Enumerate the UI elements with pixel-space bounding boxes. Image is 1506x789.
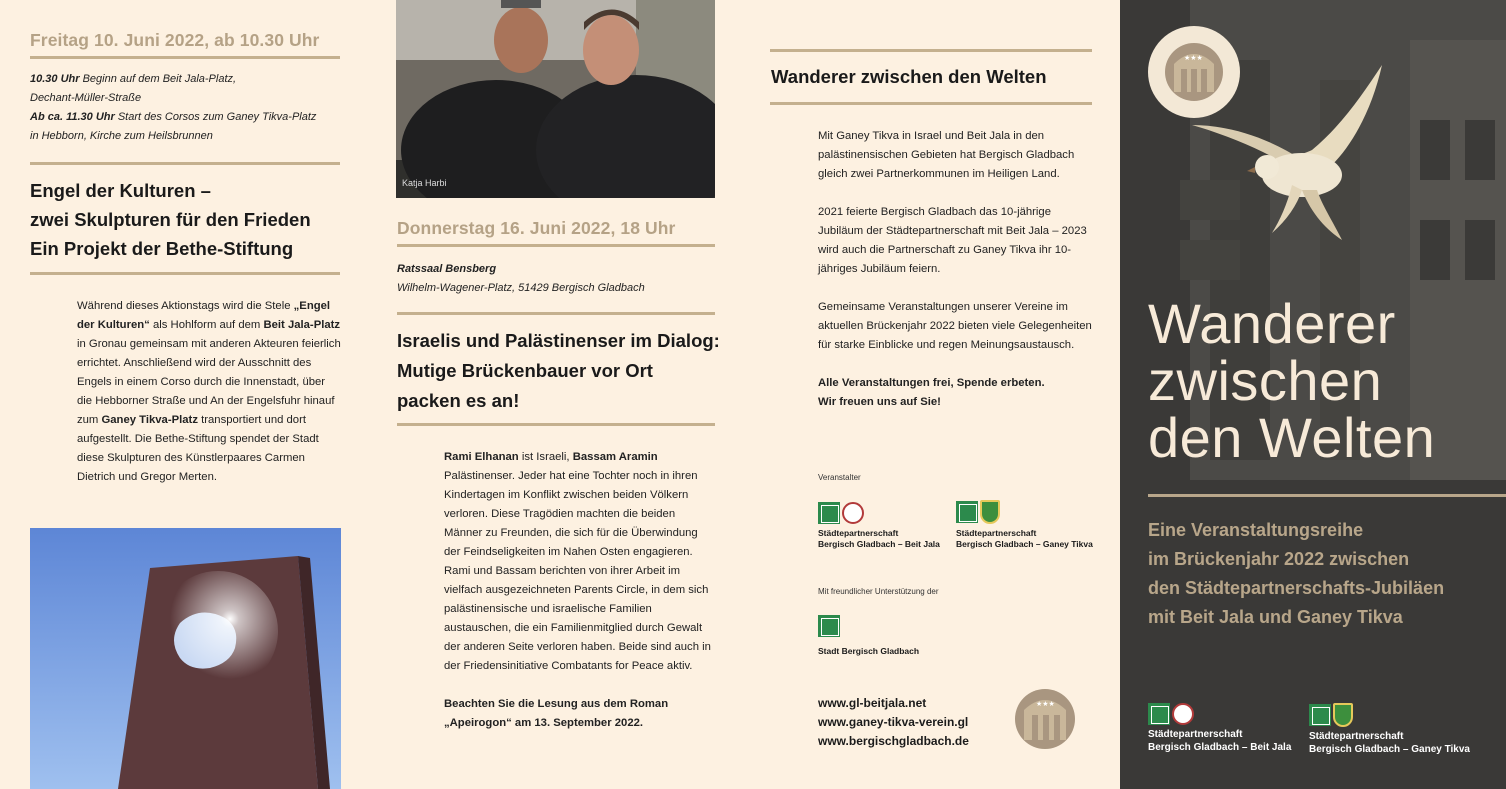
organizer-ganey-tikva: Städtepartnerschaft Bergisch Gladbach – Ganey Tikva bbox=[956, 500, 1093, 550]
city-logo-icon bbox=[956, 501, 978, 523]
support-label: Mit freundlicher Unterstützung der bbox=[818, 587, 939, 596]
seal-icon bbox=[996, 670, 1094, 768]
info-time: 10.30 Uhr bbox=[30, 73, 80, 85]
divider bbox=[30, 56, 340, 59]
event-description-1: Während dieses Aktionstags wird die Stele „Engel der Kulturen“ als Hohlform auf dem Beit Jala-Platz in Gronau gemeinsam mit anderen Akteuren feierlich errichtet. Anschließend wird der Ausschnitt des Engels in einem Corso durch die Innenstadt, über die Hebborner Straße und An der Engelsfuhr hinauf zum Ganey Tikva-Platz transportiert und dort aufgestellt. Die Bethe-Stiftung spendet der Stadt diese Skulpturen des Künstlerpaares Carmen Dietrich und Gregor Merten. bbox=[77, 300, 341, 483]
divider bbox=[1148, 494, 1506, 497]
divider bbox=[30, 272, 340, 275]
web-links bbox=[818, 694, 969, 751]
sculpture-photo bbox=[30, 528, 341, 789]
speakers-photo bbox=[396, 0, 715, 198]
city-logo-icon bbox=[818, 502, 840, 524]
divider bbox=[30, 162, 340, 165]
beit-jala-emblem-icon bbox=[1172, 703, 1194, 725]
cover-organizer-beit-jala: Städtepartnerschaft Bergisch Gladbach – Beit Jala bbox=[1148, 703, 1291, 754]
info-time: Ab ca. 11.30 Uhr bbox=[30, 111, 115, 123]
ganey-tikva-emblem-icon bbox=[980, 500, 1000, 524]
link-bergischgladbach[interactable]: www.bergischgladbach.de bbox=[818, 734, 969, 748]
cover-panel bbox=[1120, 0, 1506, 789]
svg-text:★★★: ★★★ bbox=[1184, 54, 1203, 62]
link-ganey-tikva[interactable]: www.ganey-tikva-verein.gl bbox=[818, 715, 969, 729]
event-date-1: Freitag 10. Juni 2022, ab 10.30 Uhr bbox=[30, 30, 320, 50]
city-logo-icon bbox=[1148, 703, 1170, 725]
divider bbox=[770, 49, 1092, 52]
event-description-2: Rami Elhanan ist Israeli, Bassam Aramin Palästinenser. Jeder hat eine Tochter noch in ihren Kindertagen im Konflikt zwischen beiden Völkern verloren. Diese Tragödien machten die beiden Männer zu Freunden, die sich für die Überwindung der Feindseligkeiten im Nahen Osten engagieren. Rami und Bassam berichten von ihrer Arbeit im vielfach ausgezeichneten Parents Circle, in dem sich palästinensische und israelische Familien austauschen, die ein Familienmitglied durch Gewalt der anderen Seite verloren haben. Beide sind auch in der Friedensinitiative Combatants for Peace aktiv. Beachten Sie die Lesung aus dem Roman „Apeirogon“ am 13. September 2022. bbox=[444, 451, 711, 729]
organizer-label: Veranstalter bbox=[818, 473, 861, 482]
city-logo-icon bbox=[818, 615, 840, 637]
sculpture-image bbox=[30, 528, 341, 789]
divider bbox=[770, 102, 1092, 105]
event-date-2: Donnerstag 16. Juni 2022, 18 Uhr bbox=[397, 218, 676, 238]
section-title: Wanderer zwischen den Welten bbox=[771, 66, 1047, 87]
cover-title: Wanderer zwischen den Welten bbox=[1148, 292, 1436, 469]
event-title-2: Israelis und Palästinenser im Dialog: Mutige Brückenbauer vor Ort packen es an! bbox=[397, 330, 720, 411]
intro-text: Mit Ganey Tikva in Israel und Beit Jala in den palästinensischen Gebieten hat Bergisch Gladbach gleich zwei Partnerkommunen im Heiligen Land. 2021 feierte Bergisch Gladbach das 10-jährige Jubiläum der Städtepartnerschaft mit Beit Jala – 2023 wird auch die Partnerschaft zu Ganey Tikva ihr 10-jähriges Jubiläum feiern. Gemeinsame Veranstaltungen unserer Vereine im aktuellen Brückenjahr 2022 bieten viele Gelegenheiten für starke Einblicke und regen Meinungsaustausch. Alle Veranstaltungen frei, Spende erbeten. Wir freuen uns auf Sie! bbox=[818, 130, 1092, 408]
link-gl-beitjala[interactable]: www.gl-beitjala.net bbox=[818, 696, 927, 710]
ganey-tikva-emblem-icon bbox=[1333, 703, 1353, 727]
beit-jala-emblem-icon bbox=[842, 502, 864, 524]
organizer-beit-jala: Städtepartnerschaft Bergisch Gladbach – Beit Jala bbox=[818, 502, 940, 550]
seal-icon bbox=[1146, 24, 1242, 120]
divider bbox=[397, 244, 715, 247]
photo-credit: Katja Harbi bbox=[402, 178, 447, 188]
cover-organizer-ganey-tikva: Städtepartnerschaft Bergisch Gladbach – Ganey Tikva bbox=[1309, 703, 1470, 756]
supporter-city: Stadt Bergisch Gladbach bbox=[818, 615, 919, 657]
svg-text:★★★: ★★★ bbox=[1036, 700, 1055, 708]
cover-subtitle: Eine Veranstaltungsreihe im Brückenjahr 2022 zwischen den Städtepartnerschafts-Jubiläen mit Beit Jala und Ganey Tikva bbox=[1148, 520, 1445, 627]
divider bbox=[397, 423, 715, 426]
city-logo-icon bbox=[1309, 704, 1331, 726]
event-info-1: 10.30 Uhr Beginn auf dem Beit Jala-Platz, Dechant-Müller-Straße Ab ca. 11.30 Uhr Start des Corsos zum Ganey Tikva-Platz in Hebborn, Kirche zum Heilsbrunnen bbox=[30, 73, 317, 142]
event-title-1: Engel der Kulturen – zwei Skulpturen für den Frieden Ein Projekt der Bethe-Stiftung bbox=[30, 180, 311, 259]
event-info-2: Ratssaal Bensberg Wilhelm-Wagener-Platz, 51429 Bergisch Gladbach bbox=[397, 263, 645, 294]
speakers-image bbox=[396, 0, 715, 198]
wanderer-seal-logo bbox=[996, 670, 1094, 768]
divider bbox=[397, 312, 715, 315]
wanderer-seal-logo-cover bbox=[1146, 24, 1242, 120]
